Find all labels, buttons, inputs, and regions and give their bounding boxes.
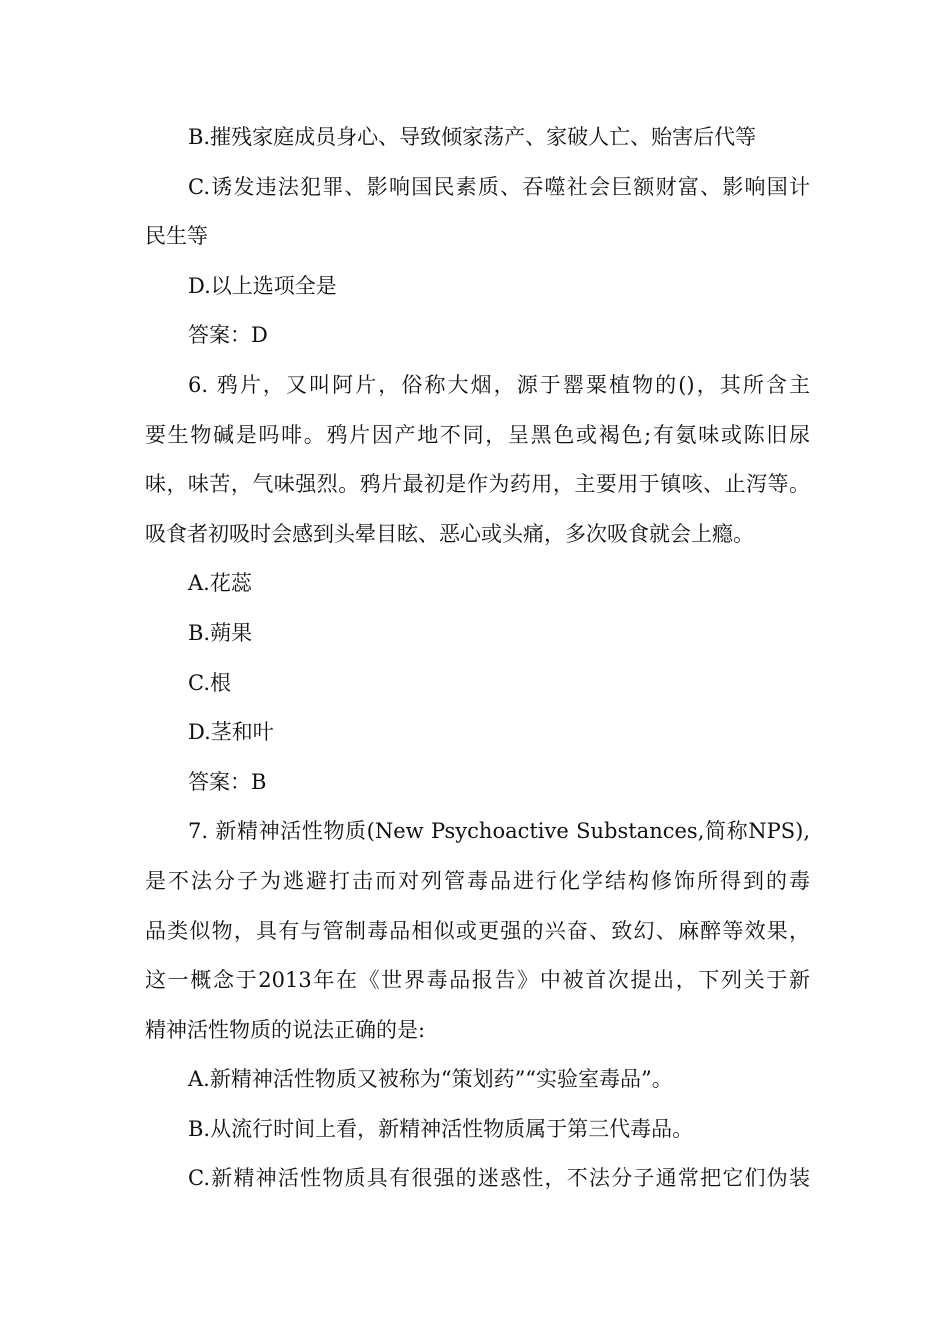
option-d-q6: D.茎和叶 [188, 720, 274, 745]
option-a-q7: A.新精神活性物质又被称为“策划药”“实验室毒品”。 [188, 1067, 673, 1092]
answer-q6: 答案：B [188, 769, 267, 794]
question-7-line2: 是不法分子为逃避打击而对列管毒品进行化学结构修饰所得到的毒 [145, 868, 810, 893]
question-7-line1: 7. 新精神活性物质(New Psychoactive Substances,简称NPS), [188, 819, 810, 844]
question-6-line3: 味，味苦，气味强烈。鸦片最初是作为药用，主要用于镇咳、止泻等。 [145, 472, 810, 497]
option-c-q5-line2: 民生等 [145, 224, 208, 249]
option-b-q7: B.从流行时间上看，新精神活性物质属于第三代毒品。 [188, 1116, 694, 1141]
document-page [145, 113, 810, 1204]
question-7-line3: 品类似物，具有与管制毒品相似或更强的兴奋、致幻、麻醉等效果， [145, 918, 810, 943]
question-6-line2: 要生物碱是吗啡。鸦片因产地不同，呈黑色或褐色;有氨味或陈旧尿 [145, 422, 810, 447]
option-b-q5: B.摧残家庭成员身心、导致倾家荡产、家破人亡、贻害后代等 [188, 125, 757, 149]
question-7-line5: 精神活性物质的说法正确的是: [145, 1017, 426, 1042]
question-7-line4: 这一概念于2013年在《世界毒品报告》中被首次提出，下列关于新 [145, 968, 810, 993]
option-d-q5: D.以上选项全是 [188, 273, 337, 298]
answer-q5: 答案：D [188, 323, 268, 348]
option-c-q6: C.根 [188, 670, 231, 695]
option-c-q7-line1: C.新精神活性物质具有很强的迷惑性，不法分子通常把它们伪装 [188, 1166, 810, 1191]
option-b-q6: B.蒴果 [188, 620, 253, 645]
question-6-line1: 6. 鸦片，又叫阿片，俗称大烟，源于罂粟植物的()，其所含主 [188, 372, 810, 397]
option-c-q5-line1: C.诱发违法犯罪、影响国民素质、吞噬社会巨额财富、影响国计 [188, 174, 810, 199]
question-6-line4: 吸食者初吸时会感到头晕目眩、恶心或头痛，多次吸食就会上瘾。 [145, 521, 754, 546]
option-a-q6: A.花蕊 [188, 571, 252, 596]
